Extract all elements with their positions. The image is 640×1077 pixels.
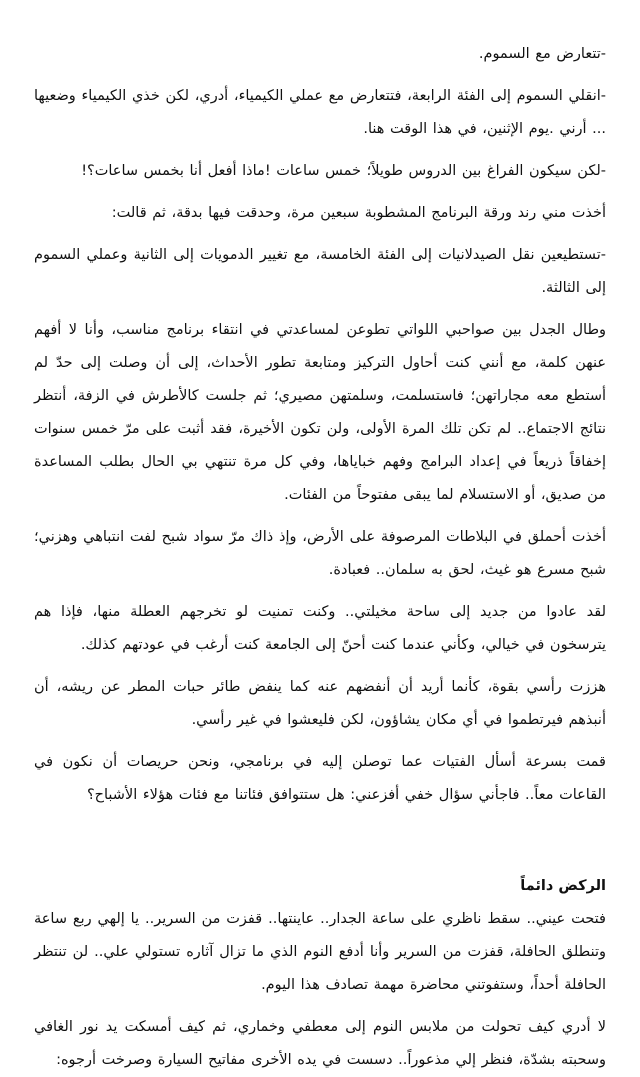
paragraph-6: وطال الجدل بين صواحبي اللواتي تطوعن لمساعدتي في انتقاء برنامج مناسب، وأنا لا أفهم عنهن كلمة، مع أنني كنت أحاول التركيز ومتابعة تطور الأحداث، إلى أن وصلت إلى حدّ لم أستطع معه مجاراتهن؛ فاستسلمت، وسلمتهن مصيري؛ ثم جلست كالأطرش في الزفة، أنتظر نتائج الاجتماع.. لم تكن تلك المرة الأولى، ولن تكون الأخيرة، فقد أثبت على مرّ خمس سنوات إخفاقاً ذريعاً في إعداد البرامج وفهم خباياها، وفي كل مرة تنتهي بي الحال بطلب المساعدة من صديق، أو الاستسلام لما يبقى مفتوحاً من الفئات. [34, 322, 606, 503]
section-part1 [34, 38, 606, 812]
paragraph-11: فتحت عيني.. سقط ناظري على ساعة الجدار.. عاينتها.. قفزت من السرير.. يا إلهي ربع ساعة وتنطلق الحافلة، قفزت من السرير وأنا أدفع النوم الذي ما تزال آثاره تستولي علي.. لن تنتظر الحافلة أحداً، وستفوتني محاضرة مهمة تصادف هذا اليوم. [34, 911, 606, 993]
section-heading: الركض دائماً [520, 878, 606, 894]
paragraph-3: -لكن سيكون الفراغ بين الدروس طويلاً؛ خمس ساعات !ماذا أفعل أنا بخمس ساعات؟! [81, 163, 606, 179]
paragraph-8: لقد عادوا من جديد إلى ساحة مخيلتي.. وكنت تمنيت لو تخرجهم العطلة منها، فإذا هم يترسخون في خيالي، وكأني عندما كنت أحنّ إلى الجامعة كنت أرغب في عودتهم كذلك. [34, 604, 606, 653]
paragraph-5: -تستطيعين نقل الصيدلانيات إلى الفئة الخامسة، مع تغيير الدمويات إلى الثانية وعملي السموم إلى الثالثة. [34, 247, 606, 296]
paragraph-7: أخذت أحملق في البلاطات المرصوفة على الأرض، وإذ ذاك مرّ سواد شبح لفت انتباهي وهزني؛ شبح مسرع هو غيث، لحق به سلمان.. فعبادة. [34, 529, 606, 578]
paragraph-1: -تتعارض مع السموم. [478, 46, 606, 62]
paragraph-2: -انقلي السموم إلى الفئة الرابعة، فتتعارض مع عملي الكيمياء، أدري، لكن خذي الكيمياء وضعيها ... أرني .يوم الإثنين، في هذا الوقت هنا. [34, 88, 606, 137]
paragraph-10: قمت بسرعة أسأل الفتيات عما توصلن إليه في برنامجي، ونحن حريصات أن نكون في القاعات معاً.. فاجأني سؤال خفي أفزعني: هل ستتوافق فئاتنا مع فئات هؤلاء الأشباح؟ [34, 754, 606, 803]
paragraph-9: هززت رأسي بقوة، كأنما أريد أن أنفضهم عنه كما ينفض طائر حبات المطر عن ريشه، أن أنبذهم فيرتطموا في أي مكان يشاؤون، لكن فليعشوا في غير رأسي. [34, 679, 606, 728]
paragraph-4: أخذت مني رند ورقة البرنامج المشطوبة سبعين مرة، وحدقت فيها بدقة، ثم قالت: [111, 205, 606, 221]
section-part2 [34, 870, 606, 1077]
paragraph-12: لا أدري كيف تحولت من ملابس النوم إلى معطفي وخماري، ثم كيف أمسكت يد نور الغافي وسحبته بشدّة، فنظر إلي مذعوراً.. دسست في يده الأخرى مفاتيح السيارة وصرخت أرجوه: [34, 1019, 606, 1068]
